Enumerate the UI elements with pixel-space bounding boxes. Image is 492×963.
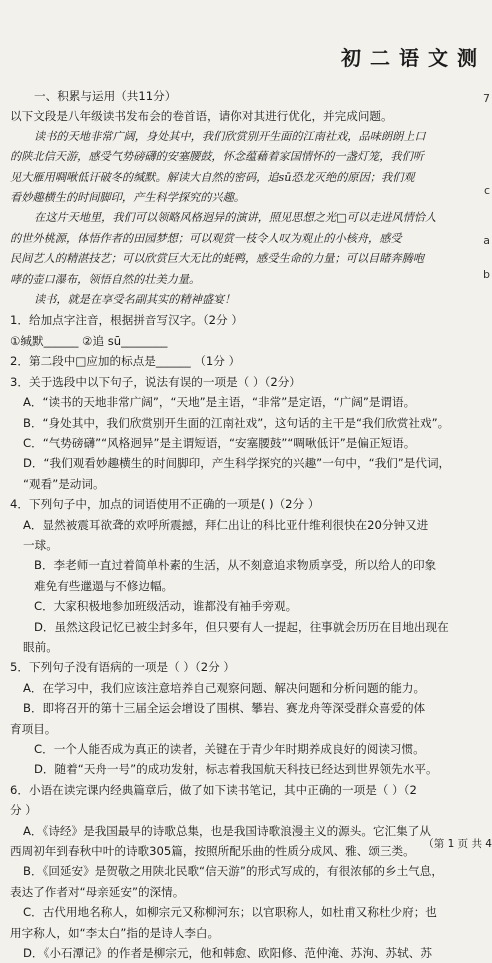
text-line: C．大家积极地参加班级活动，谁都没有袖手旁观。 [34, 599, 298, 614]
text-line: 读书的天地非常广阔，身处其中，我们欣赏别开生面的江南社戏，品味朗朗上口 [34, 129, 426, 143]
text-line: 以下文段是八年级读书发布会的卷首语，请你对其进行优化，并完成问题。 [10, 109, 393, 124]
text-line: 一、积累与运用（共11分） [34, 89, 177, 103]
text-line: A．《诗经》是我国最早的诗歌总集，也是我国诗歌浪漫主义的源头。它汇集了从 [23, 823, 431, 838]
text-line: D．《小石潭记》的作者是柳宗元，他和韩愈、欧阳修、范仲淹、苏洵、苏轼、苏 [23, 946, 432, 961]
edge-mark: a [483, 234, 490, 247]
text-line: 见大雁用啁啾低讦破冬的缄默。解读大自然的密码，追sū恐龙灭绝的原因；我们观 [10, 170, 415, 184]
text-line: 民间艺人的精湛技艺；可以欣赏巨大无比的蚝鸭，感受生命的力量；可以目睹奔腾咆 [10, 252, 424, 266]
text-line: A．“读书的天地非常广阔”，“天地”是主语，“非常”是定语，“广阔”是谓语。 [23, 395, 416, 410]
text-line: 哮的壶口瀑布，领悟自然的壮美力量。 [10, 272, 201, 286]
text-line: 育项目。 [10, 721, 57, 736]
text-line: B．李老师一直过着简单朴素的生活，从不刻意追求物质享受，所以给人的印象 [34, 558, 437, 573]
text-line: 3．关于选段中以下句子，说法有误的一项是（ ）（2分） [10, 374, 301, 389]
text-line: 看妙趣横生的时间脚印，产生科学探究的兴趣。 [10, 191, 245, 205]
text-line: 1．给加点字注音，根据拼音写汉字。（2分 ） [10, 313, 243, 328]
text-line: B．“身处其中，我们欣赏别开生面的江南社戏”，这句话的主干是“我们欣赏社戏”。 [23, 415, 450, 430]
text-line: “观看”是动词。 [23, 476, 105, 491]
text-line: 分 ） [10, 803, 37, 818]
text-line: 表达了作者对“母亲延安”的深情。 [10, 884, 185, 899]
text-line: B．《回延安》是贺敬之用陕北民歌“信天游”的形式写成的，有很浓郁的乡土气息， [23, 864, 443, 879]
text-line: C．古代用地名称人，如柳宗元又称柳河东；以官职称人，如杜甫又称杜少府；也 [23, 905, 437, 920]
text-line: 2．第二段中□应加的标点是______ （1分 ） [10, 354, 241, 369]
text-line: 5．下列句子没有语病的一项是（ ）（2分 ） [10, 660, 236, 675]
text-line: 用字称人，如“李太白”指的是诗人李白。 [10, 925, 220, 940]
page-footer: （第 1 页 共 4 [423, 838, 492, 850]
edge-mark: c [483, 184, 490, 197]
text-line: 难免有些邋遢与不修边幅。 [34, 578, 174, 593]
text-line: 的陕北信天游，感受气势磅礴的安塞腰鼓，怀念蕴藉着家国情怀的一盏灯笼，我们听 [10, 150, 424, 164]
text-line: D．随着“天舟一号”的成功发射，标志着我国航天科技已经达到世界领先水平。 [34, 762, 438, 777]
text-line: B．即将召开的第十三届全运会增设了围棋、攀岩、赛龙舟等深受群众喜爱的体 [23, 701, 426, 716]
text-line: ①缄默______ ②追 sū________ [10, 333, 168, 348]
text-line: A．显然被震耳欲聋的欢呼所震撼，拜仁出让的科比亚什维利很快在20分钟又进 [23, 517, 429, 532]
text-line: 6．小语在读完课内经典篇章后，做了如下读书笔记，其中正确的一项是（ ）（2 [10, 782, 417, 797]
text-line: 眼前。 [23, 639, 58, 654]
text-line: C．一个人能否成为真正的读者，关键在于青少年时期养成良好的阅读习惯。 [34, 742, 425, 756]
text-line: 一球。 [23, 537, 58, 552]
page-title: 初二语文测 [341, 46, 486, 70]
text-line: D．虽然这段记忆已被尘封多年，但只要有人一提起，往事就会历历在目地出现在 [34, 619, 449, 634]
text-line: 4．下列句子中，加点的词语使用不正确的一项是( )（2分 ） [10, 497, 320, 512]
text-line: 在这片天地里，我们可以领略风格迥异的演讲，照见思想之光□可以走进风情恰人 [34, 211, 437, 225]
text-line: D．“我们观看妙趣横生的时间脚印，产生科学探究的兴趣”一句中，“我们”是代词， [23, 456, 451, 471]
edge-mark: b [483, 268, 490, 281]
text-line: 读书，就是在享受名副其实的精神盛宴！ [34, 293, 236, 307]
text-line: 西周初年到春秋中叶的诗歌305篇，按照所配乐曲的性质分成风、雅、颂三类。 [10, 844, 415, 859]
text-line: C．“气势磅礴”“风格迥异”是主谓短语，“安塞腰鼓”“啁啾低讦”是偏正短语。 [23, 435, 416, 450]
text-line: 的世外桃源，体悟作者的田园梦想；可以观赏一枝令人叹为观止的小核舟，感受 [10, 231, 402, 245]
text-line: A．在学习中，我们应该注意培养自己观察问题、解决问题和分析问题的能力。 [23, 680, 426, 695]
edge-mark: 7 [483, 92, 490, 105]
question-body [10, 86, 484, 963]
